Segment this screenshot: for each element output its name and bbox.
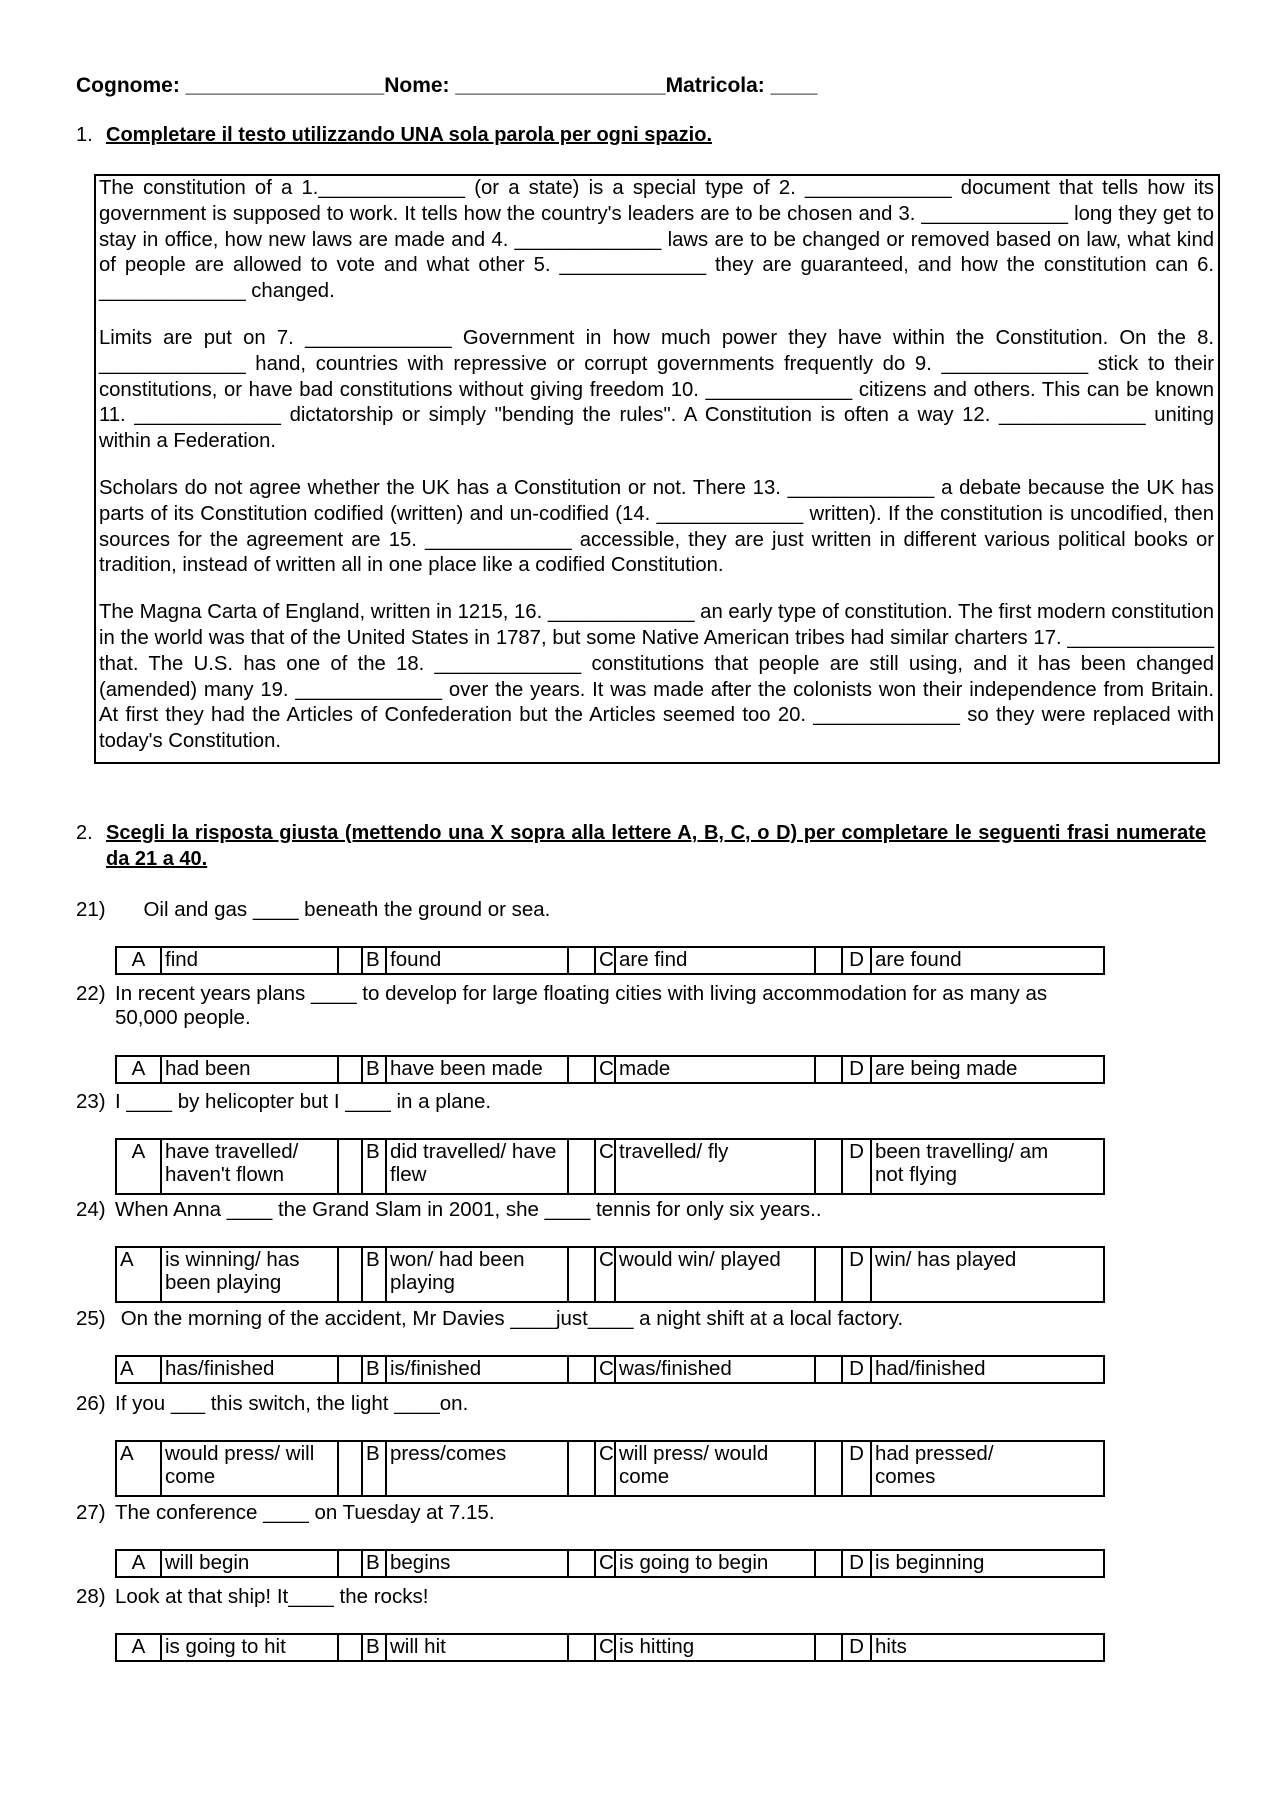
answer-options-21 (115, 946, 1105, 975)
question-23 (76, 1090, 1226, 1114)
option-d-text: are found (875, 948, 962, 971)
option-gap (339, 1248, 363, 1301)
option-c-text: would win/ played (616, 1248, 816, 1301)
question-21 (76, 898, 1226, 922)
option-d-text: is beginning (875, 1551, 985, 1574)
option-letter-b[interactable]: B (363, 1357, 387, 1382)
option-a-text: had been (162, 1057, 339, 1082)
option-gap (339, 1357, 363, 1382)
option-gap (816, 1635, 843, 1660)
option-a-text: will begin (162, 1551, 339, 1576)
option-b-text: will hit (387, 1635, 569, 1660)
option-d-text: had/finished (875, 1357, 986, 1380)
option-gap (816, 1442, 843, 1495)
option-b-text: won/ had been playing (387, 1248, 569, 1301)
section-instruction: Completare il testo utilizzando UNA sola parola per ogni spazio. (106, 124, 713, 146)
question-text: The conference ____ on Tuesday at 7.15. (115, 1501, 495, 1524)
question-text: When Anna ____ the Grand Slam in 2001, she ____ tennis for only six years.. (115, 1198, 822, 1221)
option-letter-d[interactable]: D (843, 1551, 872, 1576)
option-gap (339, 1442, 363, 1495)
option-gap (569, 1442, 596, 1495)
option-letter-b[interactable]: B (363, 1057, 387, 1082)
section-instruction: Scegli la risposta giusta (mettendo una X sopra alla lettere A, B, C, o D) per completare le seguenti frasi numerate da 21 a 40. (106, 822, 1206, 870)
option-gap (569, 1140, 596, 1193)
option-gap (816, 1140, 843, 1193)
question-number: 26) (76, 1392, 106, 1415)
question-25 (76, 1307, 1226, 1331)
option-gap (569, 1248, 596, 1301)
option-letter-a[interactable]: A (117, 1357, 162, 1382)
option-letter-c[interactable]: C (596, 1057, 616, 1082)
option-letter-b[interactable]: B (363, 948, 387, 973)
option-b-text: found (387, 948, 569, 973)
cloze-text-box (94, 174, 1220, 764)
option-d-text: win/ has played (875, 1248, 1017, 1271)
option-letter-d[interactable]: D (843, 948, 872, 973)
option-letter-b[interactable]: B (363, 1140, 387, 1193)
option-gap (339, 948, 363, 973)
cloze-paragraph: Scholars do not agree whether the UK has a Constitution or not. There 13. _____________ a debate because the UK has parts of its Constitution codified (written) and un-codified (14. _____________ written). If the constitution is uncodified, then sources for the agreement are 15. _____________ accessible, they are just written in different various political books or tradition, instead of written all in one place like a codified Constitution. (99, 476, 1214, 577)
option-b-text: is/finished (387, 1357, 569, 1382)
option-a-text: would press/ will come (162, 1442, 339, 1495)
option-d-text: hits (875, 1635, 907, 1658)
option-gap (339, 1551, 363, 1576)
answer-options-27 (115, 1549, 1105, 1578)
option-a-text: is winning/ has been playing (162, 1248, 339, 1301)
option-c-text: is going to begin (616, 1551, 816, 1576)
option-letter-a[interactable]: A (117, 1248, 162, 1301)
option-letter-c[interactable]: C (596, 1442, 616, 1495)
option-letter-d[interactable]: D (843, 1248, 872, 1301)
answer-options-23 (115, 1138, 1105, 1195)
option-b-text: begins (387, 1551, 569, 1576)
option-d-text: been travelling/ am not flying (875, 1140, 1049, 1186)
option-c-text: made (616, 1057, 816, 1082)
option-gap (569, 1635, 596, 1660)
option-gap (569, 1357, 596, 1382)
question-number: 27) (76, 1501, 106, 1524)
question-28 (76, 1585, 1226, 1609)
option-letter-a[interactable]: A (117, 1635, 162, 1660)
option-c-text: travelled/ fly (616, 1140, 816, 1193)
option-letter-c[interactable]: C (596, 1357, 616, 1382)
question-24 (76, 1198, 1226, 1222)
question-number: 21) (76, 898, 106, 921)
option-letter-c[interactable]: C (596, 1248, 616, 1301)
option-gap (816, 1551, 843, 1576)
question-text: Oil and gas ____ beneath the ground or sea. (115, 898, 551, 921)
option-letter-a[interactable]: A (117, 1551, 162, 1576)
student-info-line: Cognome: _________________Nome: __________________Matricola: ____ (76, 74, 818, 97)
question-text: I ____ by helicopter but I ____ in a plane. (115, 1090, 492, 1113)
question-text: On the morning of the accident, Mr Davies ____just____ a night shift at a local factory. (115, 1307, 904, 1330)
option-letter-a[interactable]: A (117, 1140, 162, 1193)
section-1-title (76, 122, 712, 148)
option-b-text: press/comes (387, 1442, 569, 1495)
option-a-text: has/finished (162, 1357, 339, 1382)
option-gap (816, 1248, 843, 1301)
question-number: 28) (76, 1585, 106, 1608)
option-gap (339, 1635, 363, 1660)
option-gap (569, 1057, 596, 1082)
option-letter-d[interactable]: D (843, 1442, 872, 1495)
option-gap (339, 1140, 363, 1193)
option-letter-c[interactable]: C (596, 1140, 616, 1193)
option-letter-b[interactable]: B (363, 1551, 387, 1576)
section-number: 2. (76, 822, 93, 844)
option-a-text: have travelled/ haven't flown (162, 1140, 339, 1193)
option-letter-d[interactable]: D (843, 1635, 872, 1660)
option-letter-b[interactable]: B (363, 1635, 387, 1660)
option-letter-c[interactable]: C (596, 1635, 616, 1660)
option-d-text: had pressed/ comes (875, 1442, 994, 1488)
option-gap (816, 948, 843, 973)
option-letter-b[interactable]: B (363, 1248, 387, 1301)
cloze-paragraph: The constitution of a 1._____________ (or a state) is a special type of 2. _____________ document that tells how its government is supposed to work. It tells how the country's leaders are to be chosen and 3. _____________ long they get to stay in office, how new laws are made and 4. _____________ laws are to be changed or removed based on law, what kind of people are allowed to vote and what other 5. _____________ they are guaranteed, and how the constitution can 6. _____________ changed. (99, 177, 1214, 303)
question-text: In recent years plans ____ to develop for large floating cities with living accommodation for as many as (115, 982, 1048, 1005)
question-text: If you ___ this switch, the light ____on. (115, 1392, 469, 1415)
question-number: 24) (76, 1198, 106, 1221)
option-gap (339, 1057, 363, 1082)
answer-options-26 (115, 1440, 1105, 1497)
option-b-text: did travelled/ have flew (387, 1140, 569, 1193)
answer-options-28 (115, 1633, 1105, 1662)
question-26 (76, 1392, 1226, 1416)
option-gap (569, 948, 596, 973)
option-a-text: is going to hit (162, 1635, 339, 1660)
question-text: Look at that ship! It____ the rocks! (115, 1585, 429, 1608)
option-gap (816, 1357, 843, 1382)
option-letter-c[interactable]: C (596, 1551, 616, 1576)
option-letter-d[interactable]: D (843, 1357, 872, 1382)
option-c-text: was/finished (616, 1357, 816, 1382)
option-gap (816, 1057, 843, 1082)
question-number: 22) (76, 982, 106, 1005)
option-letter-c[interactable]: C (596, 948, 616, 973)
question-number: 25) (76, 1307, 106, 1330)
question-22 (76, 982, 1226, 1030)
cloze-paragraph: The Magna Carta of England, written in 1215, 16. _____________ an early type of constitution. The first modern constitution in the world was that of the United States in 1787, but some Native American tribes had similar charters 17. _____________ that. The U.S. has one of the 18. _____________ constitutions that people are still using, and it has been changed (amended) many 19. _____________ over the years. It was made after the colonists won their independence from Britain. At first they had the Articles of Confederation but the Articles seemed too 20. _____________ so they were replaced with today's Constitution. (99, 601, 1214, 753)
option-c-text: is hitting (616, 1635, 816, 1660)
option-letter-d[interactable]: D (843, 1140, 872, 1193)
option-letter-a[interactable]: A (117, 948, 162, 973)
answer-options-22 (115, 1055, 1105, 1084)
answer-options-24 (115, 1246, 1105, 1303)
option-b-text: have been made (387, 1057, 569, 1082)
question-text-continued: 50,000 people. (115, 1006, 251, 1029)
section-number: 1. (76, 124, 93, 146)
option-letter-a[interactable]: A (117, 1057, 162, 1082)
option-letter-d[interactable]: D (843, 1057, 872, 1082)
option-d-text: are being made (875, 1057, 1018, 1080)
cloze-paragraph: Limits are put on 7. _____________ Government in how much power they have within the Constitution. On the 8. _____________ hand, countries with repressive or corrupt governments frequently do 9. _____________ stick to their constitutions, or have bad constitutions without giving freedom 10. _____________ citizens and others. This can be known 11. _____________ dictatorship or simply "bending the rules". A Constitution is often a way 12. _____________ uniting within a Federation. (99, 326, 1214, 453)
option-letter-a[interactable]: A (117, 1442, 162, 1495)
option-gap (569, 1551, 596, 1576)
option-c-text: will press/ would come (616, 1442, 816, 1495)
option-a-text: find (162, 948, 339, 973)
section-2-title (76, 820, 1206, 872)
option-letter-b[interactable]: B (363, 1442, 387, 1495)
answer-options-25 (115, 1355, 1105, 1384)
option-c-text: are find (616, 948, 816, 973)
question-number: 23) (76, 1090, 106, 1113)
question-27 (76, 1501, 1226, 1525)
